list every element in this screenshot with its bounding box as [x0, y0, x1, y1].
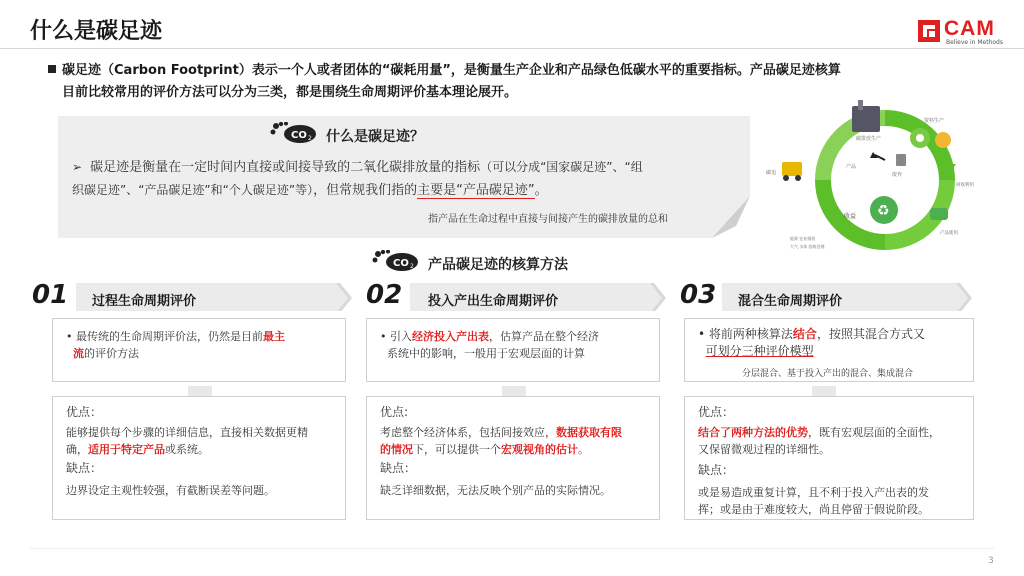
car-icon — [930, 208, 948, 220]
method-description: • 将前两种核算法结合，按照其混合方式又 可划分三种评价模型 — [698, 327, 925, 358]
svg-text:碳追: 碳追 — [766, 170, 777, 176]
method-pros-cons-card — [366, 396, 660, 520]
method-number: 02 — [366, 280, 403, 310]
intro-line-2: 目前比较常用的评价方法可以分为三类，都是围绕生命周期评价基本理论展开。 — [62, 85, 518, 100]
pros-label: 优点： — [66, 405, 103, 419]
page-fold-icon — [712, 196, 752, 240]
svg-text:收益: 收益 — [844, 213, 857, 220]
cons-text: 或是易造成重复计算，且不利于投入产出表的发 挥；或是由于难度较大，尚且停留于假说阶段。 — [698, 486, 929, 516]
methods-heading-label: 产品碳足迹的核算方法 — [428, 257, 568, 273]
truck-icon — [782, 162, 802, 176]
svg-text:2: 2 — [308, 135, 312, 142]
cons-label: 缺点： — [66, 461, 103, 475]
intro-paragraph — [48, 60, 998, 104]
svg-text:资料生产: 资料生产 — [924, 118, 945, 124]
method-subtypes-note: 分层混合、基于投入产出的混合、集成混合 — [742, 369, 914, 379]
arrow-bullet-icon: ➢ — [72, 160, 83, 174]
svg-text:产品: 产品 — [846, 164, 857, 170]
svg-text:回收利用: 回收利用 — [956, 183, 974, 188]
factory-icon — [852, 106, 880, 132]
svg-text:碳排放生产: 碳排放生产 — [856, 136, 882, 142]
definition-bullet: ➢ 碳足迹是衡量在一定时间内直接或间接导致的二氧化碳排放量的指标（可以分成“国家碳足迹”、“组 织碳足迹”、“产品碳足迹”和“个人碳足迹”等），但常规我们指的主要是“产品碳足迹”。 — [72, 160, 643, 198]
cons-label: 缺点： — [380, 461, 417, 475]
svg-text:产品使用: 产品使用 — [940, 231, 958, 236]
svg-text:能源 农业排放: 能源 农业排放 — [790, 236, 816, 241]
svg-text:CO: CO — [393, 258, 409, 269]
svg-text:CO: CO — [291, 130, 307, 141]
svg-text:♻: ♻ — [877, 203, 890, 219]
co2-footprint-icon — [372, 250, 422, 272]
title-divider — [0, 48, 1024, 49]
pros-text: 能够提供每个步骤的详细信息，直接相关数据更精 确，适用于特定产品或系统。 — [66, 426, 308, 456]
method-description: • 引入经济投入产出表，估算产品在整个经济 系统中的影响，一般用于宏观层面的计算 — [380, 330, 599, 360]
method-title: 混合生命周期评价 — [738, 294, 843, 309]
cam-logo — [918, 17, 1008, 46]
cons-text: 缺乏详细数据，无法反映个别产品的实际情况。 — [380, 484, 611, 497]
page-number: 3 — [988, 556, 994, 566]
method-number: 01 — [32, 280, 69, 310]
pros-label: 优点: — [380, 405, 409, 419]
intro-line-1: 碳足迹（Carbon Footprint）表示一个人或者团体的“碳耗用量”，是衡量生产企业和产品绿色低碳水平的重要指标。产品碳足迹核算 — [62, 63, 841, 78]
svg-text:废弃: 废弃 — [892, 172, 903, 178]
pros-label: 优点： — [698, 405, 735, 419]
method-title: 过程生命周期评价 — [92, 294, 197, 309]
lifecycle-cycle-diagram — [760, 100, 1010, 260]
svg-text:2: 2 — [410, 263, 414, 270]
definition-note: 指产品在生命过程中直接与间接产生的碳排放量的总和 — [428, 214, 668, 225]
footer-divider — [30, 548, 994, 549]
bullet-square-icon — [48, 65, 56, 73]
logo-tagline: Believe in Methods — [946, 39, 1003, 46]
co2-footprint-icon — [270, 122, 320, 144]
method-title: 投入产出生命周期评价 — [428, 294, 559, 309]
logo-text: CAM — [944, 17, 995, 40]
cons-label: 缺点： — [698, 463, 735, 477]
definition-heading-label: 什么是碳足迹？ — [326, 129, 424, 145]
method-number: 03 — [680, 280, 717, 310]
pros-text: 考虑整个经济体系，包括间接效应，数据获取有限 的情况下，可以提供一个宏观视角的估计。 — [380, 426, 622, 456]
page-title: 什么是碳足迹 — [30, 19, 163, 44]
bin-icon — [896, 154, 906, 166]
cons-text: 边界设定主观性较强，有截断误差等问题。 — [66, 484, 275, 497]
method-description: • 最传统的生命周期评价法，仍然是目前最主 流的评价方法 — [66, 330, 285, 360]
svg-text:大气 水体 固废处理: 大气 水体 固废处理 — [790, 244, 825, 249]
cam-logo-mark-icon — [918, 20, 940, 42]
pros-text: 结合了两种方法的优势，既有宏观层面的全面性， 又保留微观过程的详细性。 — [698, 426, 940, 456]
